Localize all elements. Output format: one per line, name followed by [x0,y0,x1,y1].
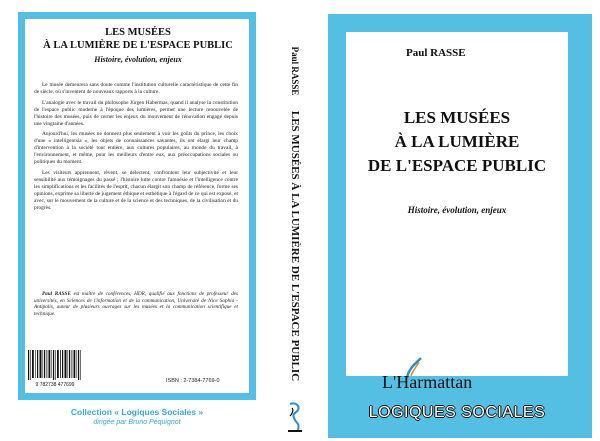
collection-name: Collection « Logiques Sociales » [70,407,204,417]
publisher-logo-icon [286,400,304,434]
collection-director: dirigée par Bruno Péquignot [93,419,181,426]
publisher-name: L'Harmattan [382,372,473,392]
front-subtitle: Histoire, évolution, enjeux [407,205,507,215]
front-cover-white-panel [346,32,568,376]
series-name: LOGIQUES SOCIALES [368,404,546,421]
back-cover-blurb [34,82,238,215]
spine [272,6,318,438]
back-cover-subtitle: Histoire, évolution, enjeux [94,55,182,64]
blurb-paragraph-1: Le musée demeurera sans doute comme l'institution culturelle caractéristique de cette fin de siècle, où s'inventent de nouveaux rapports à la culture. [34,82,238,95]
front-author: Paul RASSE [406,47,466,59]
spine-title: LES MUSÉES À LA LUMIÈRE DE L'ESPACE PUBLIC [289,110,301,382]
front-title-line-3: DE L'ESPACE PUBLIC [367,156,547,175]
blurb-paragraph-4: Les visiteurs apprennent, rêvent, se délectent, confrontent leur subjectivité et leur sensibilité aux témoignages du passé ; l'histoire lutte contre l'amnésie et l'intelligence contre les simplifications et les facilités de l'esprit, chacun élargit son champ de référence, forme ses opinions, exprime sa liberté de jugement éthique et esthétique à l'égard de ce qui est exposé, et avec, sur le mouvement de la culture et de la science et des techniques, de la civilisation et du progrès. [34,169,238,211]
author-bio-text: est maître de conférences, HDR, qualifié aux fonctions de professeur des universités, en Sciences de l'information et de la communication, Université de Nice Sophia - Antipolis, auteur de plusieurs ouvrages sur les musées et la communication scientifique et technique. [34,291,238,317]
collection-info [18,407,256,427]
front-title-line-2: À LA LUMIÈRE [394,132,520,151]
front-title-line-1: LES MUSÉES [403,108,511,127]
front-cover [320,6,596,438]
barcode-digits: 9 782738 477699 [35,382,75,388]
back-cover-title [30,26,246,52]
isbn: ISBN : 2-7384-7769-0 [166,378,220,384]
front-title [346,106,568,178]
barcode-icon [26,348,84,388]
author-bio [34,291,238,317]
back-cover [8,6,270,438]
blurb-paragraph-2: L'analogie avec le travail du philosophe Jürgen Habermas, quand il analyse la constitution de l'espace public moderne à l'époque des lumières, permet une lecture renouvelée de l'histoire des musées, puis de cerner les enjeux du mouvement de rénovation engagé depuis une vingtaine d'années. [34,99,238,127]
blurb-paragraph-3: Aujourd'hui, les musées ne donnent plus seulement à voir les goûts du prince, les choix d'une « intelligentsia », les objets de connaissances savantes, ils ont élargi leur champ d'intervention à la société tout entière, aux cultures populaires, au monde du travail, à l'environnement, et même, pour les meilleurs d'entre eux, aux préoccupations sociales ou politiques du moment. [34,131,238,166]
back-title-line-2: À LA LUMIÈRE DE L'ESPACE PUBLIC [43,40,233,51]
author-bio-name: Paul RASSE [42,291,71,297]
back-title-line-1: LES MUSÉES [105,27,171,38]
spine-author: Paul RASSE [290,46,300,96]
